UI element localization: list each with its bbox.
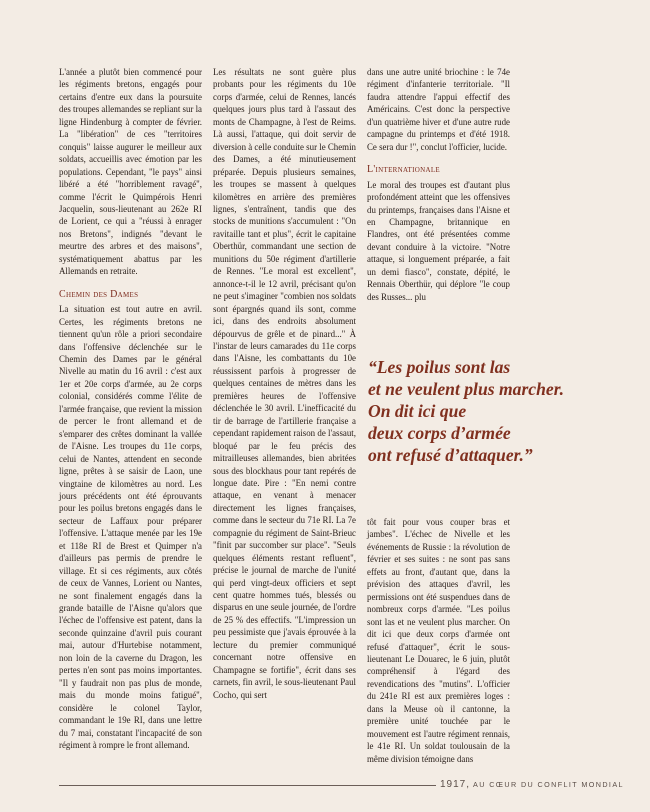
champagne-paragraph: Les résultats ne sont guère plus probants pour les régiments du 10e corps d'armée, celui de Rennes, lancés quelques jours plus tard à l'assaut des monts de Champagne, à l'est de Reims. Là aussi, l'attaque, qui doit servir de diversion à celle conduite sur le Chemin des Dames, a été minutieusement préparée. Depuis plusieurs semaines, les troupes se massent à quelques kilomètres en arrière des premières lignes, s'entraînent, tandis que des stocks de munitions s'accumulent : "On ravitaille tant et plus", écrit le capitaine Oberthür, commandant une section de munitions du 50e régiment d'artillerie de Rennes. "Le moral est excellent", annonce-t-il le 12 avril, précisant qu'on ne peut s'imaginer "combien nos soldats sont épargnés quand ils sont, comme ici, dans des endroits absolument dépourvus de grêle et de pinard..." À l'instar de leurs camarades du 11e corps dans l'Aisne, les combattants du 10e réussissent parfois à progresser de quelques centaines de mètres dans les premières heures de l'offensive déclenchée le 30 avril. L'inefficacité du tir de barrage de l'artillerie française a cependant rapidement raison de l'assaut, bloqué par le feu précis des mitrailleuses allemandes, bien abritées sous des blockhaus pour tant repérés de longue date. Pire : "En nemi contre attaque, en venant à menacer directement les lignes françaises, comme dans le secteur du 71e RI. La 7e compagnie du régiment de Saint-Brieuc "finit par succomber sur place". "Seuls quelques éléments restant refluent", précise le journal de marche de l'unité qui perd vingt-deux officiers et sept cent quatre hommes tués, blessés ou disparus en une seule journée, de l'ordre de 25 % des effectifs. "L'impression un peu pessimiste que j'avais éprouvée à la lecture du premier communiqué concernant notre offensive en Champagne se fortifie", écrit dans ses carnets, fin avril, le sous-lieutenant Paul Cocho, qui sert <box>213 67 356 700</box>
heading-text: Chemin des Dames <box>59 288 139 300</box>
territorial-paragraph: dans une autre unité briochine : le 74e régiment d'infanterie territoriale. "Il faudra attendre l'appui effectif des Américains. C'est donc la perspective d'un quatrième hiver et d'une autre rude campagne du printemps et d'été 1918. Ce sera dur !", conclut l'officier, lucide. <box>367 67 510 152</box>
section-heading-internationale <box>367 164 510 176</box>
mutinies-paragraph: tôt fait pour vous couper bras et jambes". L'échec de Nivelle et les événements de Russie : la révolution de février et ses suites : ne sont pas sans effets au front, d'autant que, dans la prévision des attaques d'avril, les permissions ont été suspendues dans de nombreux corps d'armée. "Les poilus sont las et ne veulent plus marcher. On dit ici que deux corps d'armée ont refusé d'attaquer", écrit le sous-lieutenant Le Douarec, le 6 juin, plutôt compréhensif à l'égard des revendications des "mutins". L'officier du 241e RI est aux premières loges : dans la Meuse où il cantonne, la première unité touchée par le mouvement est l'autre régiment rennais, le 41e RI. Un soldat toulousain de la même division témoigne dans <box>367 517 510 764</box>
footer-caption: AU CŒUR DU CONFLIT MONDIAL <box>473 780 624 789</box>
footer-year: 1917, <box>440 779 471 790</box>
pull-quote-line: “Les poilus sont las <box>368 357 511 377</box>
pull-quote-line: deux corps d’armée <box>368 423 511 443</box>
pull-quote-line: ont refusé d’attaquer.” <box>368 445 533 465</box>
intro-paragraph: L'année a plutôt bien commencé pour les régiments bretons, engagés pour certains d'entre eux dans la poursuite des troupes allemandes se repliant sur la ligne Hindenburg à compter de février. La "libération" de ces "territoires conquis" laisse augurer le meilleur aux soldats, accueillis avec émotion par les populations. Cependant, "le pays" ainsi libéré a été "horriblement ravagé", comme l'écrit le Quimpérois Henri Jacquelin, sous-lieutenant au 262e RI de Lorient, ce qui a "réussi à enrager nos Bretons", indignés "devant le meurtre des arbres et des maisons", systématiquement abattus par les Allemands en retraite. <box>59 67 202 277</box>
footer-rule <box>59 785 436 786</box>
pull-quote-line: On dit ici que <box>368 401 467 421</box>
chemin-des-dames-paragraph: La situation est tout autre en avril. Certes, les régiments bretons ne tiennent qu'un rôle a priori secondaire dans l'offensive déclenchée sur le Chemin des Dames par le général Nivelle au matin du 16 avril : c'est aux 1er et 20e corps d'armée, au 2e corps colonial, considérés comme l'élite de l'armée française, que revient la mission de percer le front allemand et de s'emparer des crêtes dominant la vallée de l'Aisne. Les troupes du 11e corps, celui de Nantes, attendent en seconde ligne, prêtes à se saisir de Laon, une vingtaine de kilomètres au nord. Les jours précédents ont été éprouvants pour les poilus bretons engagés dans le secteur de Laffaux pour préparer l'offensive. L'attaque menée par les 19e et 118e RI de Brest et Quimper n'a d'ailleurs pas permis de prendre le village. Et si ces régiments, aux côtés de ceux de Vannes, Lorient ou Nantes, ne sont finalement engagés dans la grande bataille de l'Aisne qu'alors que l'échec de l'offensive est patent, dans la seconde quinzaine d'avril puis courant mai, autour d'Hurtebise notamment, non loin de la caverne du Dragon, les pertes n'en sont pas moins importantes. "Il y faudrait non pas plus de monde, mais du monde moins fatigué", considère le colonel Taylor, commandant le 19e RI, dans une lettre du 7 mai, constatant l'incapacité de son régiment à rompre le front allemand. <box>59 304 202 751</box>
pull-quote <box>368 356 613 466</box>
column-2 <box>213 66 356 701</box>
section-heading-chemin-des-dames <box>59 289 202 301</box>
pull-quote-line: et ne veulent plus marcher. <box>368 379 564 399</box>
column-3-top <box>367 66 510 303</box>
internationale-paragraph: Le moral des troupes est d'autant plus profondément atteint que les offensives du printemps, françaises dans l'Aisne et en Champagne, britannique en Flandres, ont été présentées comme devant conduire à la victoire. "Notre attaque, si longuement préparée, a fait un demi fiasco", constate, dépité, le Rennais Oberthür, qui déplore "le coup des Russes... plu <box>367 179 510 302</box>
heading-text: L'internationale <box>367 164 440 176</box>
page-footer <box>440 779 624 790</box>
column-3-bottom <box>367 516 510 765</box>
column-1 <box>59 66 202 751</box>
